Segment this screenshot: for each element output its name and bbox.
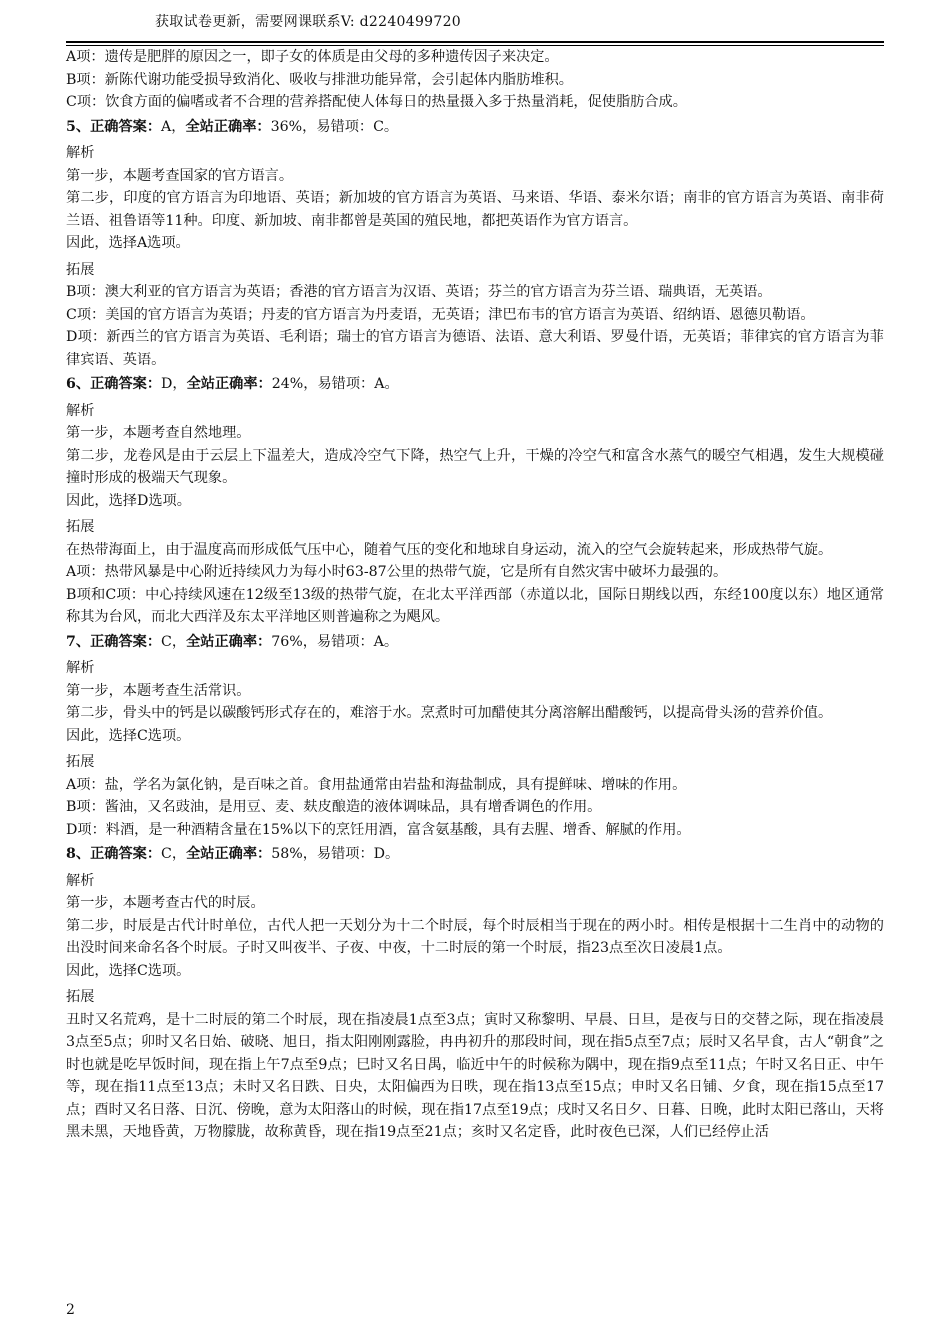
accuracy-value: 24%，易错项：A。: [271, 376, 399, 392]
section-heading: 解析: [66, 402, 95, 419]
accuracy-value: 76%，易错项：A。: [271, 633, 399, 650]
answer-value: D，: [161, 376, 187, 392]
header-text: 获取试卷更新，需要网课联系V: d2240499720: [155, 14, 462, 30]
header-rule-thick: [66, 41, 884, 43]
section-heading: 拓展: [66, 989, 95, 1005]
section-heading: 拓展: [66, 261, 95, 278]
answer-label: 正确答案：: [90, 118, 162, 135]
answer-number: 8、: [66, 846, 91, 862]
answer-line: [66, 843, 884, 866]
paragraph: B项：新陈代谢功能受损导致消化、吸收与排泄功能异常，会引起体内脂肪堆积。: [66, 71, 573, 88]
page-header: [0, 8, 950, 36]
section-heading: 解析: [66, 660, 95, 676]
paragraph: D项：新西兰的官方语言为英语、毛利语；瑞士的官方语言为德语、法语、意大利语、罗曼什语，无英语；菲律宾的官方语言为菲律宾语、英语。: [66, 329, 884, 368]
paragraph: 第二步，时辰是古代计时单位，古代人把一天划分为十二个时辰，每个时辰相当于现在的两小时。相传是根据十二生肖中的动物的出没时间来命名各个时辰。子时又叫夜半、子夜、中夜，十二时辰的第一个时辰，指23点至次日凌晨1点。: [66, 917, 884, 956]
paragraph: 因此，选择C选项。: [66, 727, 191, 744]
paragraph: B项和C项：中心持续风速在12级至13级的热带气旋，在北太平洋西部（赤道以北，国际日期线以西，东经100度以东）地区通常称其为台风，而北大西洋及东太平洋地区则普遍称之为飓风。: [66, 586, 884, 625]
paragraph: 第二步，龙卷风是由于云层上下温差大，造成冷空气下降，热空气上升，干燥的冷空气和富含水蒸气的暖空气相遇，发生大规模碰撞时形成的极端天气现象。: [66, 447, 884, 486]
paragraph: D项：料酒，是一种酒精含量在15%以下的烹饪用酒，富含氨基酸，具有去腥、增香、解腻的作用。: [66, 821, 691, 838]
paragraph: A项：盐，学名为氯化钠，是百味之首。食用盐通常由岩盐和海盐制成，具有提鲜味、增味的作用。: [66, 776, 687, 793]
paragraph: 第一步，本题考查自然地理。: [66, 425, 251, 441]
answer-line: [66, 631, 884, 654]
paragraph: A项：遗传是肥胖的原因之一，即子女的体质是由父母的多种遗传因子来决定。: [66, 49, 559, 65]
answer-line: [66, 116, 884, 139]
paragraph: 在热带海面上，由于温度高而形成低气压中心，随着气压的变化和地球自身运动，流入的空气会旋转起来，形成热带气旋。: [66, 541, 833, 558]
paragraph: 因此，选择A选项。: [66, 235, 190, 251]
paragraph: B项：酱油，又名豉油，是用豆、麦、麸皮酿造的液体调味品，具有增香调色的作用。: [66, 799, 602, 815]
answer-label: 正确答案：: [90, 376, 162, 392]
paragraph: 丑时又名荒鸡，是十二时辰的第二个时辰，现在指凌晨1点至3点；寅时又称黎明、早晨、日旦，是夜与日的交替之际，现在指凌晨3点至5点；卯时又名日始、破晓、旭日，指太阳刚刚露脸，冉冉初升的那段时间，现在指5点至7点；辰时又名早食，古人“朝食”之时也就是吃早饭时间，现在指上午7点至9点；巳时又名日禺，临近中午的时候称为隅中，现在指9点至11点；午时又名日正、中午等，现在指11点至13点；未时又名日跌、日央，太阳偏西为日昳，现在指13点至15点；申时又名日铺、夕食，现在指15点至17点；酉时又名日落、日沉、傍晚，意为太阳落山的时候，现在指17点至19点；戌时又名日夕、日暮、日晚，此时太阳已落山，天将黑未黑，天地昏黄，万物朦胧，故称黄昏，现在指19点至21点；亥时又名定昏，此时夜色已深，人们已经停止活: [66, 1011, 884, 1140]
answer-number: 7、: [66, 633, 91, 650]
answer-value: C，: [161, 846, 187, 862]
answer-value: A，: [161, 118, 186, 135]
answer-label: 正确答案：: [90, 633, 162, 650]
paragraph: 第一步，本题考查国家的官方语言。: [66, 167, 294, 184]
accuracy-value: 58%，易错项：D。: [271, 846, 400, 862]
answer-value: C，: [161, 633, 187, 650]
answer-number: 6、: [66, 376, 91, 392]
answer-label: 正确答案：: [90, 846, 162, 862]
paragraph: 因此，选择C选项。: [66, 962, 191, 979]
paragraph: 第一步，本题考查古代的时辰。: [66, 895, 265, 911]
section-heading: 解析: [66, 872, 95, 889]
accuracy-label: 全站正确率：: [185, 118, 271, 135]
section-heading: 拓展: [66, 754, 95, 770]
paragraph: C项：饮食方面的偏嗜或者不合理的营养搭配使人体每日的热量摄入多于热量消耗，促使脂肪合成。: [66, 94, 687, 110]
accuracy-label: 全站正确率：: [186, 846, 272, 862]
section-heading: 解析: [66, 145, 95, 161]
accuracy-value: 36%，易错项：C。: [270, 118, 399, 135]
page-number: 2: [66, 1302, 75, 1318]
answer-line: [66, 373, 884, 396]
paragraph: 第二步，骨头中的钙是以碳酸钙形式存在的，难溶于水。烹煮时可加醋使其分离溶解出醋酸钙，以提高骨头汤的营养价值。: [66, 705, 833, 721]
accuracy-label: 全站正确率：: [186, 376, 272, 392]
paragraph: 第二步，印度的官方语言为印地语、英语；新加坡的官方语言为英语、马来语、华语、泰米尔语；南非的官方语言为英语、南非荷兰语、祖鲁语等11种。印度、新加坡、南非都曾是英国的殖民地，都把英语作为官方语言。: [66, 190, 884, 229]
paragraph: 第一步，本题考查生活常识。: [66, 682, 251, 699]
answer-number: 5、: [66, 118, 91, 135]
paragraph: A项：热带风暴是中心附近持续风力为每小时63-87公里的热带气旋，它是所有自然灾害中破坏力最强的。: [66, 564, 728, 580]
paragraph: B项：澳大利亚的官方语言为英语；香港的官方语言为汉语、英语；芬兰的官方语言为芬兰语、瑞典语，无英语。: [66, 284, 772, 300]
paragraph: C项：美国的官方语言为英语；丹麦的官方语言为丹麦语，无英语；津巴布韦的官方语言为英语、绍纳语、恩德贝勒语。: [66, 306, 815, 323]
document-body: [66, 46, 884, 1144]
section-heading: 拓展: [66, 519, 95, 535]
accuracy-label: 全站正确率：: [186, 633, 272, 650]
paragraph: 因此，选择D选项。: [66, 492, 191, 509]
